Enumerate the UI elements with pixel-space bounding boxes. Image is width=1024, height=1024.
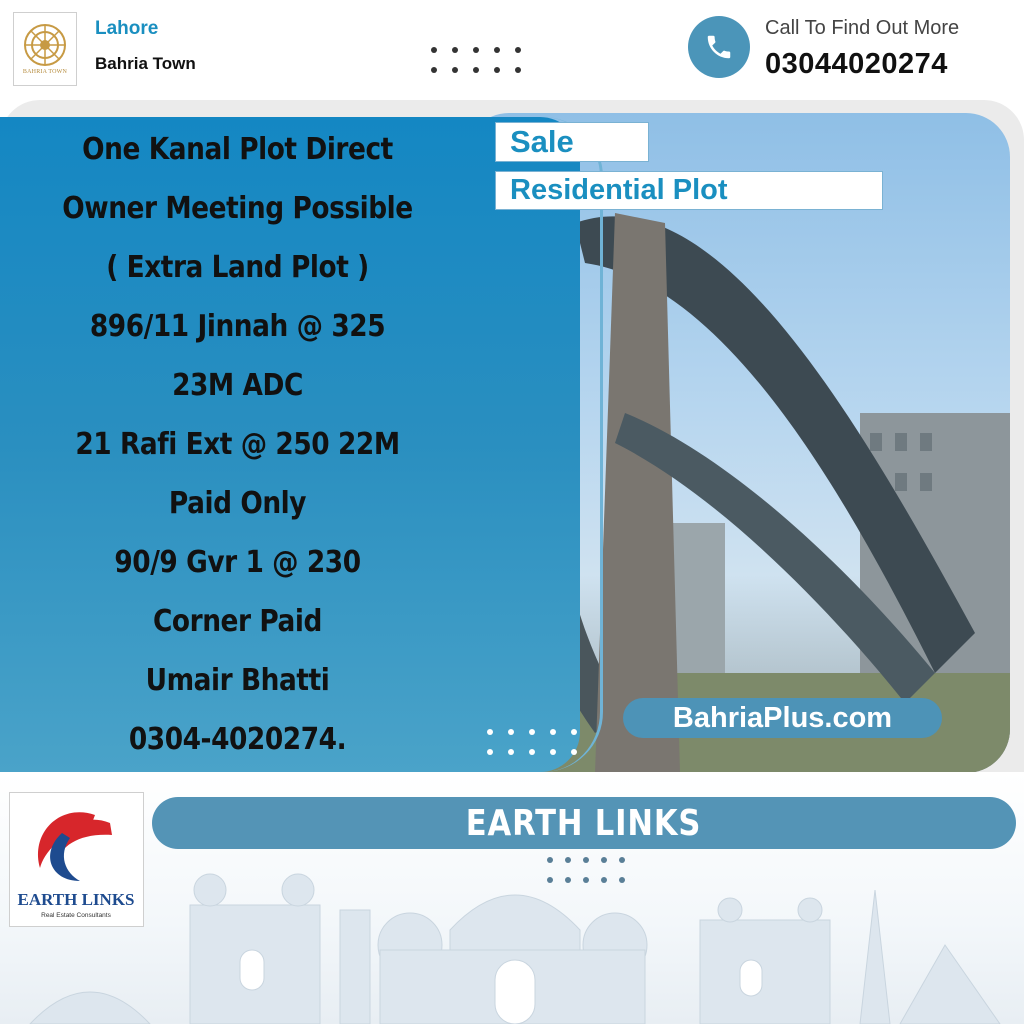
earth-links-logo [9,792,144,927]
description-line: 90/9 Gvr 1 @ 230 [114,545,361,580]
description-line: ( Extra Land Plot ) [106,250,369,285]
city-label: Lahore [95,18,159,39]
header [0,0,1024,100]
area-label: Bahria Town [95,54,196,73]
agency-name: EARTH LINKS [466,802,702,844]
description-line: Corner Paid [152,604,323,639]
description-line: One Kanal Plot Direct [82,132,393,167]
description-line: Umair Bhatti [145,663,330,698]
bahria-town-logo [13,12,77,86]
logo-subtext: Real Estate Consultants [41,912,111,919]
decorative-dots [431,47,521,73]
description-line: 21 Rafi Ext @ 250 22M [75,427,400,462]
listing-description [20,120,455,769]
logo-caption: BAHRIA TOWN [22,69,68,75]
website-link[interactable]: BahriaPlus.com [623,698,942,738]
logo-name-text: EARTH LINKS [17,890,135,909]
skyline-illustration [0,850,1024,1024]
panel-accent-curve [470,117,603,772]
call-label: Call To Find Out More [765,17,960,39]
description-line: 0304-4020274. [128,722,347,757]
description-line: Owner Meeting Possible [62,191,413,226]
description-line: Paid Only [168,486,307,521]
purpose-tag: Sale [495,122,649,162]
property-type-tag: Residential Plot [495,171,883,210]
agency-name-banner [152,797,1016,849]
description-line: 23M ADC [172,368,303,403]
bahria-town-emblem-icon [23,23,67,67]
phone-icon [704,32,734,62]
earth-links-emblem-icon [10,793,143,926]
call-button[interactable] [688,16,750,78]
decorative-dots [487,729,577,755]
phone-number[interactable]: 03044020274 [765,48,948,80]
description-line: 896/11 Jinnah @ 325 [89,309,386,344]
